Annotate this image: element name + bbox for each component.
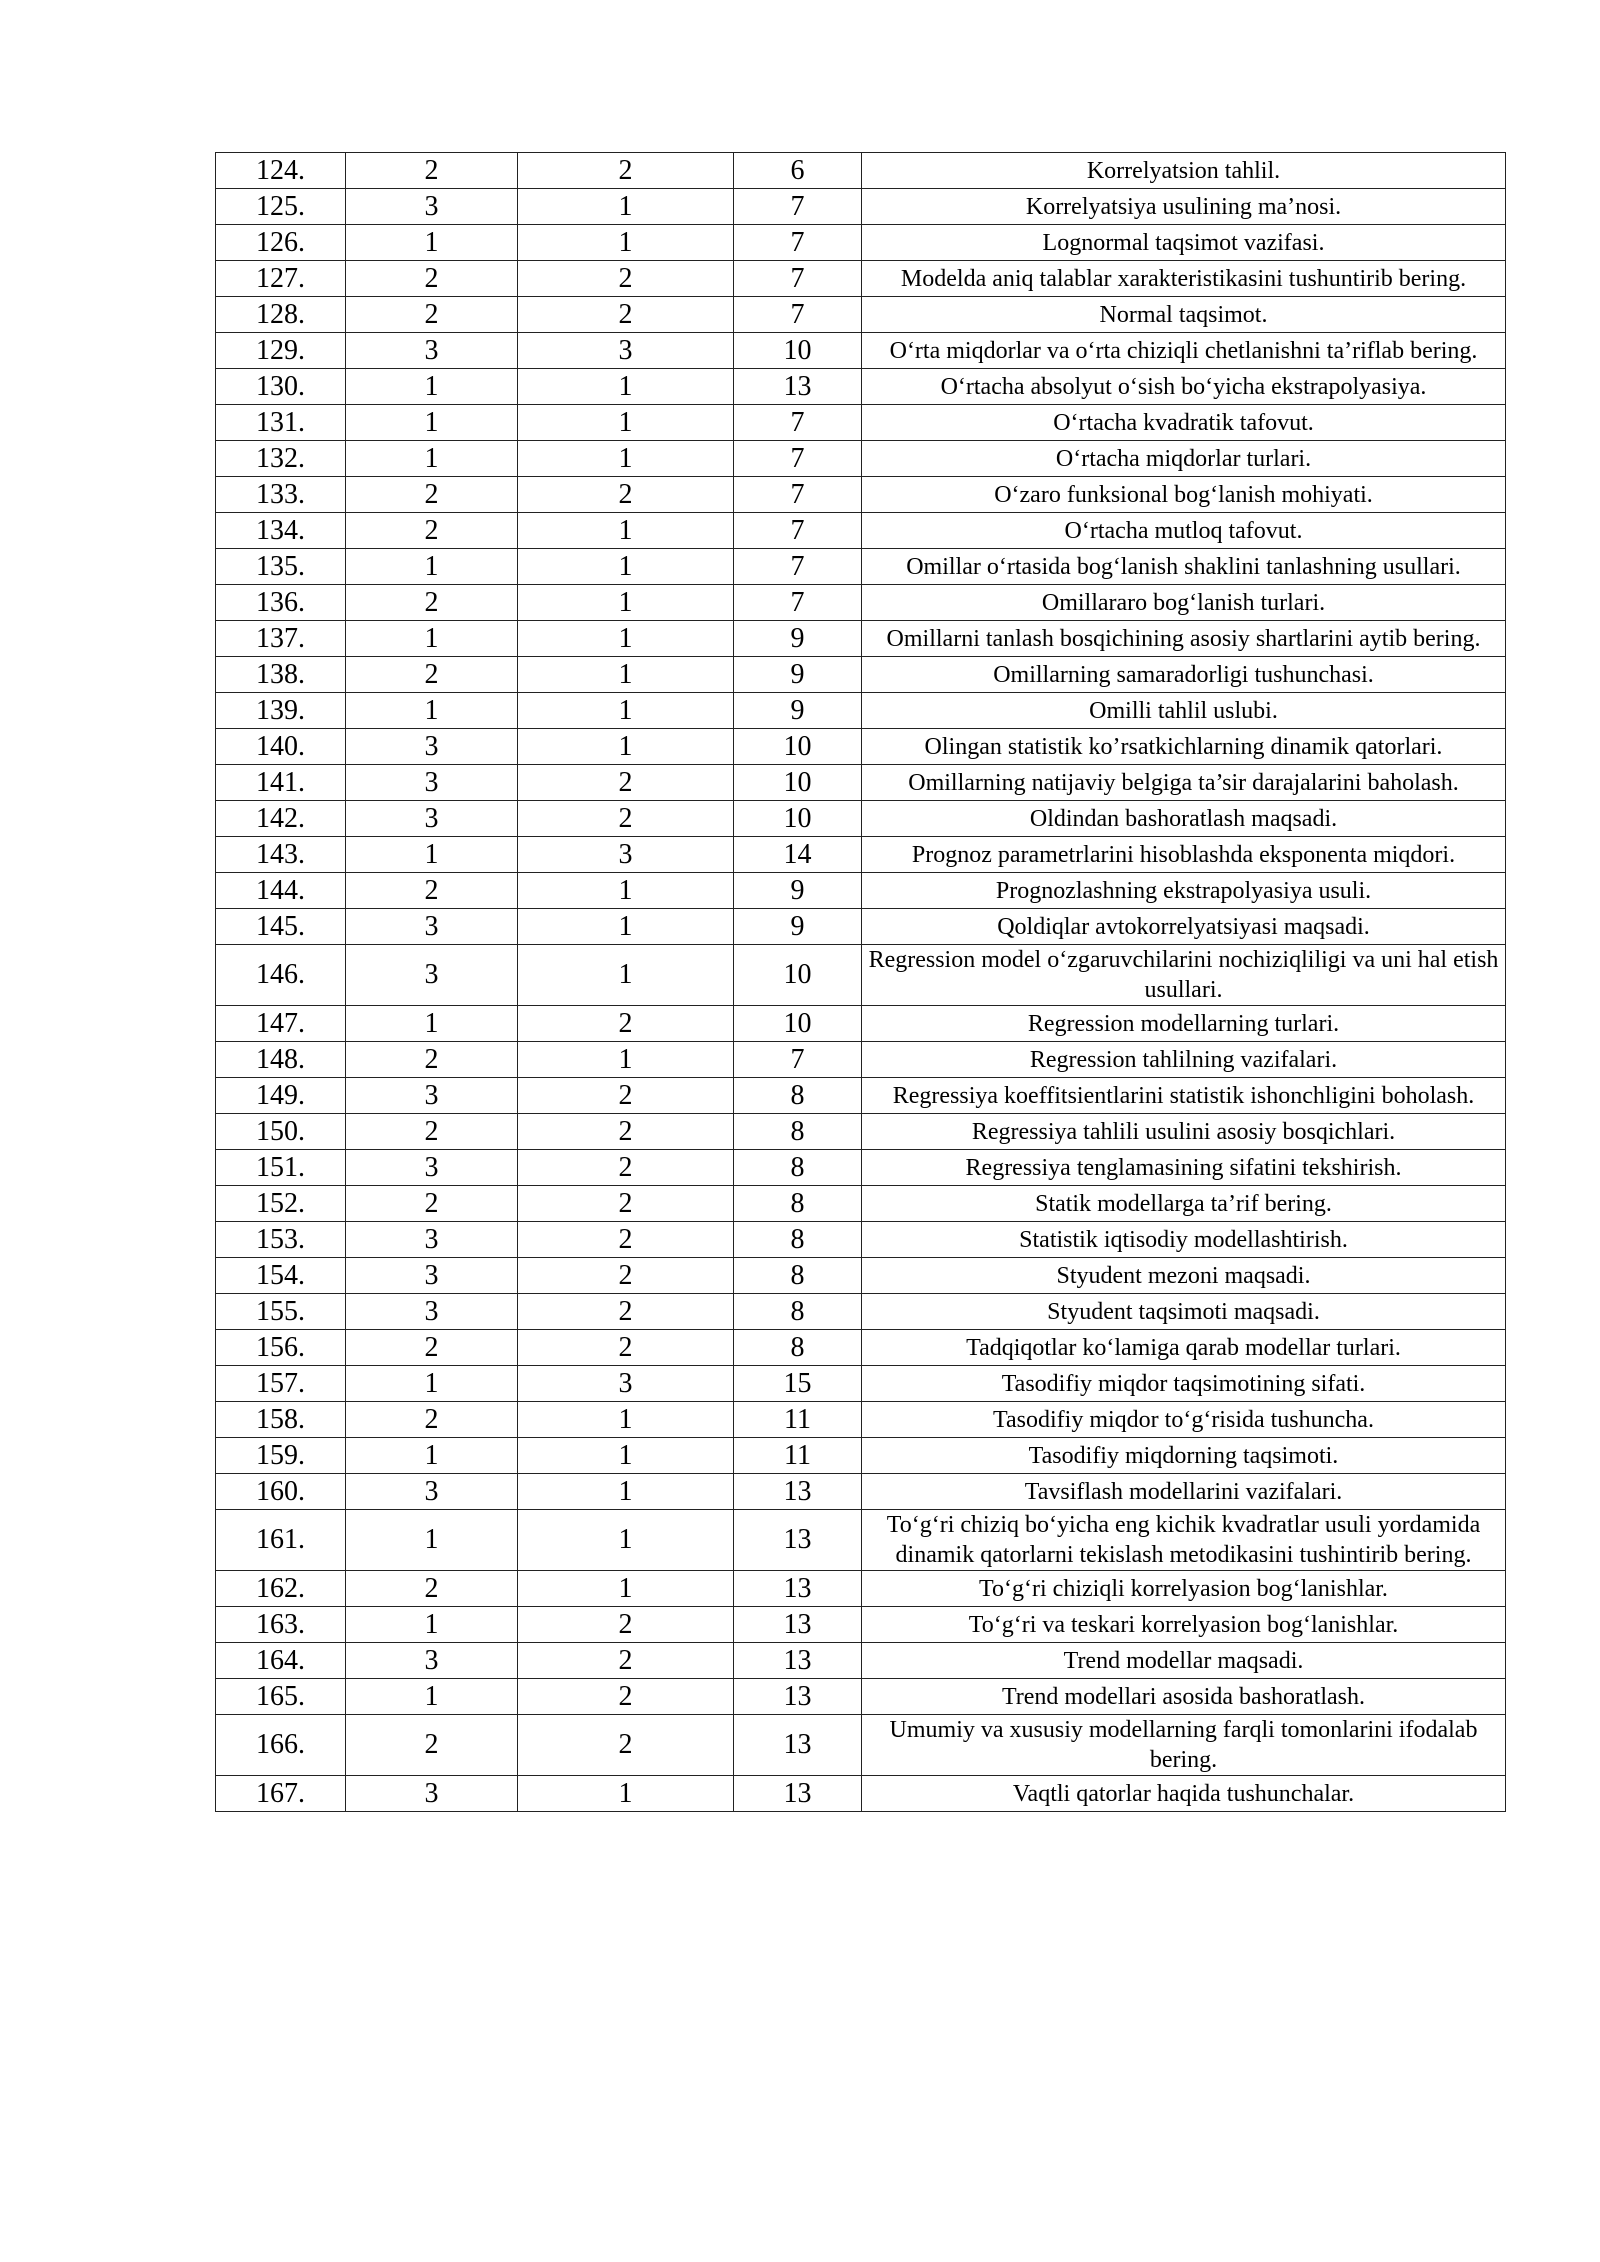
row-number-cell: 162. <box>216 1571 346 1607</box>
row-number-cell: 160. <box>216 1474 346 1510</box>
value-a-cell: 3 <box>346 765 518 801</box>
table-row <box>216 1607 1506 1643</box>
question-cell: Modelda aniq talablar xarakteristikasini tushuntirib bering. <box>862 261 1506 297</box>
question-cell: Statik modellarga ta’rif bering. <box>862 1186 1506 1222</box>
table-row <box>216 1006 1506 1042</box>
question-cell: Regressiya tahlili usulini asosiy bosqichlari. <box>862 1114 1506 1150</box>
value-b-cell: 1 <box>518 621 734 657</box>
table-row <box>216 1186 1506 1222</box>
value-c-cell: 10 <box>734 1006 862 1042</box>
value-b-cell: 2 <box>518 1679 734 1715</box>
value-a-cell: 2 <box>346 585 518 621</box>
value-b-cell: 2 <box>518 477 734 513</box>
question-cell: Regression model o‘zgaruvchilarini nochiziqliligi va uni hal etish usullari. <box>862 945 1506 1006</box>
table-row <box>216 153 1506 189</box>
value-c-cell: 9 <box>734 909 862 945</box>
value-c-cell: 15 <box>734 1366 862 1402</box>
value-b-cell: 2 <box>518 765 734 801</box>
table-row <box>216 1042 1506 1078</box>
question-cell: Tasodifiy miqdor taqsimotining sifati. <box>862 1366 1506 1402</box>
value-a-cell: 1 <box>346 1510 518 1571</box>
table-row <box>216 1643 1506 1679</box>
value-b-cell: 2 <box>518 1715 734 1776</box>
row-number-cell: 125. <box>216 189 346 225</box>
question-cell: Omilli tahlil uslubi. <box>862 693 1506 729</box>
table-row <box>216 1679 1506 1715</box>
table-row <box>216 729 1506 765</box>
table-row <box>216 909 1506 945</box>
value-a-cell: 2 <box>346 657 518 693</box>
table-row <box>216 1438 1506 1474</box>
table-row <box>216 333 1506 369</box>
table-row <box>216 441 1506 477</box>
value-a-cell: 2 <box>346 297 518 333</box>
value-c-cell: 13 <box>734 1607 862 1643</box>
table-row <box>216 693 1506 729</box>
table-row <box>216 1294 1506 1330</box>
row-number-cell: 165. <box>216 1679 346 1715</box>
row-number-cell: 167. <box>216 1776 346 1812</box>
row-number-cell: 158. <box>216 1402 346 1438</box>
questions-table-body <box>216 153 1506 1812</box>
value-a-cell: 3 <box>346 189 518 225</box>
question-cell: Omillarning natijaviy belgiga ta’sir darajalarini baholash. <box>862 765 1506 801</box>
value-b-cell: 3 <box>518 1366 734 1402</box>
table-row <box>216 189 1506 225</box>
value-b-cell: 1 <box>518 1571 734 1607</box>
question-cell: Omillarni tanlash bosqichining asosiy shartlarini aytib bering. <box>862 621 1506 657</box>
value-a-cell: 3 <box>346 333 518 369</box>
questions-table <box>215 152 1506 1812</box>
row-number-cell: 152. <box>216 1186 346 1222</box>
value-c-cell: 7 <box>734 513 862 549</box>
value-a-cell: 1 <box>346 1607 518 1643</box>
question-cell: Omillarning samaradorligi tushunchasi. <box>862 657 1506 693</box>
table-row <box>216 1366 1506 1402</box>
question-cell: Qoldiqlar avtokorrelyatsiyasi maqsadi. <box>862 909 1506 945</box>
value-a-cell: 3 <box>346 1078 518 1114</box>
row-number-cell: 129. <box>216 333 346 369</box>
question-cell: To‘g‘ri chiziqli korrelyasion bog‘lanishlar. <box>862 1571 1506 1607</box>
value-a-cell: 3 <box>346 729 518 765</box>
question-cell: To‘g‘ri va teskari korrelyasion bog‘lanishlar. <box>862 1607 1506 1643</box>
question-cell: Regression modellarning turlari. <box>862 1006 1506 1042</box>
question-cell: Olingan statistik ko’rsatkichlarning dinamik qatorlari. <box>862 729 1506 765</box>
row-number-cell: 137. <box>216 621 346 657</box>
value-c-cell: 13 <box>734 1643 862 1679</box>
question-cell: Omillararo bog‘lanish turlari. <box>862 585 1506 621</box>
value-c-cell: 10 <box>734 765 862 801</box>
value-a-cell: 2 <box>346 153 518 189</box>
value-a-cell: 2 <box>346 477 518 513</box>
value-a-cell: 2 <box>346 1042 518 1078</box>
value-b-cell: 1 <box>518 729 734 765</box>
question-cell: Tavsiflash modellarini vazifalari. <box>862 1474 1506 1510</box>
value-a-cell: 3 <box>346 1474 518 1510</box>
value-c-cell: 13 <box>734 1679 862 1715</box>
row-number-cell: 128. <box>216 297 346 333</box>
row-number-cell: 140. <box>216 729 346 765</box>
question-cell: Tasodifiy miqdorning taqsimoti. <box>862 1438 1506 1474</box>
row-number-cell: 157. <box>216 1366 346 1402</box>
table-row <box>216 369 1506 405</box>
row-number-cell: 155. <box>216 1294 346 1330</box>
value-c-cell: 13 <box>734 1510 862 1571</box>
question-cell: O‘rtacha absolyut o‘sish bo‘yicha ekstrapolyasiya. <box>862 369 1506 405</box>
question-cell: Vaqtli qatorlar haqida tushunchalar. <box>862 1776 1506 1812</box>
question-cell: Lognormal taqsimot vazifasi. <box>862 225 1506 261</box>
value-a-cell: 1 <box>346 441 518 477</box>
value-b-cell: 2 <box>518 1330 734 1366</box>
table-row <box>216 657 1506 693</box>
value-a-cell: 2 <box>346 513 518 549</box>
value-a-cell: 1 <box>346 1366 518 1402</box>
table-row <box>216 801 1506 837</box>
value-a-cell: 2 <box>346 261 518 297</box>
table-row <box>216 945 1506 1006</box>
value-b-cell: 2 <box>518 1643 734 1679</box>
row-number-cell: 159. <box>216 1438 346 1474</box>
question-cell: Tasodifiy miqdor to‘g‘risida tushuncha. <box>862 1402 1506 1438</box>
value-b-cell: 2 <box>518 1078 734 1114</box>
row-number-cell: 126. <box>216 225 346 261</box>
question-cell: O‘rtacha mutloq tafovut. <box>862 513 1506 549</box>
table-row <box>216 1222 1506 1258</box>
value-c-cell: 7 <box>734 1042 862 1078</box>
question-cell: Korrelyatsiya usulining ma’nosi. <box>862 189 1506 225</box>
value-c-cell: 13 <box>734 1571 862 1607</box>
question-cell: O‘rta miqdorlar va o‘rta chiziqli chetlanishni ta’riflab bering. <box>862 333 1506 369</box>
value-b-cell: 2 <box>518 1258 734 1294</box>
value-b-cell: 1 <box>518 693 734 729</box>
value-b-cell: 2 <box>518 153 734 189</box>
value-b-cell: 1 <box>518 909 734 945</box>
row-number-cell: 143. <box>216 837 346 873</box>
row-number-cell: 156. <box>216 1330 346 1366</box>
table-row <box>216 1402 1506 1438</box>
row-number-cell: 146. <box>216 945 346 1006</box>
value-c-cell: 7 <box>734 261 862 297</box>
value-b-cell: 2 <box>518 1294 734 1330</box>
question-cell: O‘rtacha miqdorlar turlari. <box>862 441 1506 477</box>
value-a-cell: 3 <box>346 1776 518 1812</box>
row-number-cell: 142. <box>216 801 346 837</box>
table-row <box>216 621 1506 657</box>
value-c-cell: 8 <box>734 1222 862 1258</box>
row-number-cell: 134. <box>216 513 346 549</box>
value-b-cell: 1 <box>518 1776 734 1812</box>
value-b-cell: 1 <box>518 585 734 621</box>
row-number-cell: 133. <box>216 477 346 513</box>
value-a-cell: 3 <box>346 1258 518 1294</box>
value-a-cell: 2 <box>346 1571 518 1607</box>
row-number-cell: 164. <box>216 1643 346 1679</box>
row-number-cell: 135. <box>216 549 346 585</box>
value-c-cell: 9 <box>734 693 862 729</box>
value-c-cell: 10 <box>734 729 862 765</box>
table-row <box>216 549 1506 585</box>
value-c-cell: 9 <box>734 621 862 657</box>
table-row <box>216 1715 1506 1776</box>
question-cell: Styudent taqsimoti maqsadi. <box>862 1294 1506 1330</box>
value-a-cell: 1 <box>346 225 518 261</box>
question-cell: Regressiya koeffitsientlarini statistik ishonchligini boholash. <box>862 1078 1506 1114</box>
question-cell: Oldindan bashoratlash maqsadi. <box>862 801 1506 837</box>
value-b-cell: 1 <box>518 369 734 405</box>
table-row <box>216 297 1506 333</box>
value-b-cell: 1 <box>518 513 734 549</box>
value-c-cell: 13 <box>734 1715 862 1776</box>
row-number-cell: 127. <box>216 261 346 297</box>
question-cell: Umumiy va xususiy modellarning farqli tomonlarini ifodalab bering. <box>862 1715 1506 1776</box>
value-c-cell: 6 <box>734 153 862 189</box>
table-row <box>216 1330 1506 1366</box>
value-c-cell: 9 <box>734 657 862 693</box>
row-number-cell: 163. <box>216 1607 346 1643</box>
value-b-cell: 2 <box>518 801 734 837</box>
question-cell: To‘g‘ri chiziq bo‘yicha eng kichik kvadratlar usuli yordamida dinamik qatorlarni tekislash metodikasini tushintirib bering. <box>862 1510 1506 1571</box>
row-number-cell: 124. <box>216 153 346 189</box>
table-row <box>216 261 1506 297</box>
value-a-cell: 3 <box>346 1150 518 1186</box>
value-c-cell: 8 <box>734 1186 862 1222</box>
table-row <box>216 1571 1506 1607</box>
value-b-cell: 1 <box>518 405 734 441</box>
row-number-cell: 153. <box>216 1222 346 1258</box>
value-c-cell: 7 <box>734 477 862 513</box>
row-number-cell: 166. <box>216 1715 346 1776</box>
value-c-cell: 8 <box>734 1294 862 1330</box>
table-row <box>216 225 1506 261</box>
value-b-cell: 1 <box>518 1042 734 1078</box>
question-cell: O‘rtacha kvadratik tafovut. <box>862 405 1506 441</box>
table-row <box>216 513 1506 549</box>
value-c-cell: 8 <box>734 1330 862 1366</box>
value-a-cell: 1 <box>346 1006 518 1042</box>
value-c-cell: 9 <box>734 873 862 909</box>
table-row <box>216 477 1506 513</box>
row-number-cell: 148. <box>216 1042 346 1078</box>
value-a-cell: 3 <box>346 909 518 945</box>
value-b-cell: 2 <box>518 261 734 297</box>
row-number-cell: 136. <box>216 585 346 621</box>
value-b-cell: 1 <box>518 873 734 909</box>
value-b-cell: 1 <box>518 1402 734 1438</box>
value-b-cell: 2 <box>518 297 734 333</box>
value-b-cell: 2 <box>518 1607 734 1643</box>
value-b-cell: 2 <box>518 1186 734 1222</box>
value-c-cell: 13 <box>734 1474 862 1510</box>
value-a-cell: 3 <box>346 1643 518 1679</box>
value-a-cell: 2 <box>346 1186 518 1222</box>
value-c-cell: 7 <box>734 225 862 261</box>
value-a-cell: 2 <box>346 873 518 909</box>
row-number-cell: 138. <box>216 657 346 693</box>
value-c-cell: 10 <box>734 333 862 369</box>
row-number-cell: 150. <box>216 1114 346 1150</box>
table-row <box>216 1114 1506 1150</box>
value-c-cell: 13 <box>734 1776 862 1812</box>
row-number-cell: 161. <box>216 1510 346 1571</box>
value-c-cell: 13 <box>734 369 862 405</box>
table-row <box>216 1510 1506 1571</box>
value-a-cell: 1 <box>346 621 518 657</box>
question-cell: Trend modellari asosida bashoratlash. <box>862 1679 1506 1715</box>
question-cell: Regressiya tenglamasining sifatini tekshirish. <box>862 1150 1506 1186</box>
value-b-cell: 1 <box>518 189 734 225</box>
question-cell: Regression tahlilning vazifalari. <box>862 1042 1506 1078</box>
table-row <box>216 837 1506 873</box>
value-b-cell: 1 <box>518 1438 734 1474</box>
question-cell: Omillar o‘rtasida bog‘lanish shaklini tanlashning usullari. <box>862 549 1506 585</box>
row-number-cell: 145. <box>216 909 346 945</box>
value-c-cell: 11 <box>734 1438 862 1474</box>
question-cell: Tadqiqotlar ko‘lamiga qarab modellar turlari. <box>862 1330 1506 1366</box>
table-row <box>216 765 1506 801</box>
value-a-cell: 2 <box>346 1715 518 1776</box>
question-cell: Statistik iqtisodiy modellashtirish. <box>862 1222 1506 1258</box>
value-b-cell: 3 <box>518 837 734 873</box>
question-cell: Normal taqsimot. <box>862 297 1506 333</box>
value-a-cell: 1 <box>346 369 518 405</box>
value-b-cell: 2 <box>518 1114 734 1150</box>
value-a-cell: 3 <box>346 1294 518 1330</box>
table-row <box>216 585 1506 621</box>
value-a-cell: 3 <box>346 801 518 837</box>
row-number-cell: 139. <box>216 693 346 729</box>
value-a-cell: 1 <box>346 549 518 585</box>
value-a-cell: 1 <box>346 693 518 729</box>
value-c-cell: 7 <box>734 189 862 225</box>
value-b-cell: 1 <box>518 945 734 1006</box>
value-c-cell: 7 <box>734 549 862 585</box>
table-row <box>216 405 1506 441</box>
table-row <box>216 1078 1506 1114</box>
value-b-cell: 1 <box>518 549 734 585</box>
value-c-cell: 7 <box>734 441 862 477</box>
value-a-cell: 3 <box>346 1222 518 1258</box>
value-b-cell: 1 <box>518 1510 734 1571</box>
value-c-cell: 14 <box>734 837 862 873</box>
question-cell: Prognoz parametrlarini hisoblashda eksponenta miqdori. <box>862 837 1506 873</box>
value-c-cell: 7 <box>734 405 862 441</box>
value-c-cell: 10 <box>734 801 862 837</box>
value-a-cell: 2 <box>346 1330 518 1366</box>
table-row <box>216 1474 1506 1510</box>
table-row <box>216 1258 1506 1294</box>
row-number-cell: 144. <box>216 873 346 909</box>
row-number-cell: 149. <box>216 1078 346 1114</box>
value-a-cell: 2 <box>346 1402 518 1438</box>
question-cell: Korrelyatsion tahlil. <box>862 153 1506 189</box>
question-cell: Trend modellar maqsadi. <box>862 1643 1506 1679</box>
row-number-cell: 154. <box>216 1258 346 1294</box>
value-a-cell: 1 <box>346 837 518 873</box>
value-a-cell: 1 <box>346 1679 518 1715</box>
row-number-cell: 132. <box>216 441 346 477</box>
question-cell: Styudent mezoni maqsadi. <box>862 1258 1506 1294</box>
value-c-cell: 7 <box>734 297 862 333</box>
value-c-cell: 8 <box>734 1258 862 1294</box>
value-c-cell: 8 <box>734 1114 862 1150</box>
value-b-cell: 1 <box>518 1474 734 1510</box>
value-b-cell: 3 <box>518 333 734 369</box>
value-c-cell: 8 <box>734 1150 862 1186</box>
value-b-cell: 1 <box>518 225 734 261</box>
value-a-cell: 2 <box>346 1114 518 1150</box>
row-number-cell: 131. <box>216 405 346 441</box>
table-row <box>216 873 1506 909</box>
row-number-cell: 147. <box>216 1006 346 1042</box>
value-a-cell: 3 <box>346 945 518 1006</box>
value-a-cell: 1 <box>346 1438 518 1474</box>
value-b-cell: 2 <box>518 1006 734 1042</box>
row-number-cell: 130. <box>216 369 346 405</box>
value-b-cell: 2 <box>518 1222 734 1258</box>
table-row <box>216 1150 1506 1186</box>
question-cell: Prognozlashning ekstrapolyasiya usuli. <box>862 873 1506 909</box>
value-b-cell: 1 <box>518 441 734 477</box>
row-number-cell: 141. <box>216 765 346 801</box>
row-number-cell: 151. <box>216 1150 346 1186</box>
value-c-cell: 10 <box>734 945 862 1006</box>
value-a-cell: 1 <box>346 405 518 441</box>
value-b-cell: 2 <box>518 1150 734 1186</box>
table-row <box>216 1776 1506 1812</box>
value-c-cell: 8 <box>734 1078 862 1114</box>
questions-table-container <box>215 152 1505 1812</box>
value-b-cell: 1 <box>518 657 734 693</box>
question-cell: O‘zaro funksional bog‘lanish mohiyati. <box>862 477 1506 513</box>
value-c-cell: 11 <box>734 1402 862 1438</box>
value-c-cell: 7 <box>734 585 862 621</box>
